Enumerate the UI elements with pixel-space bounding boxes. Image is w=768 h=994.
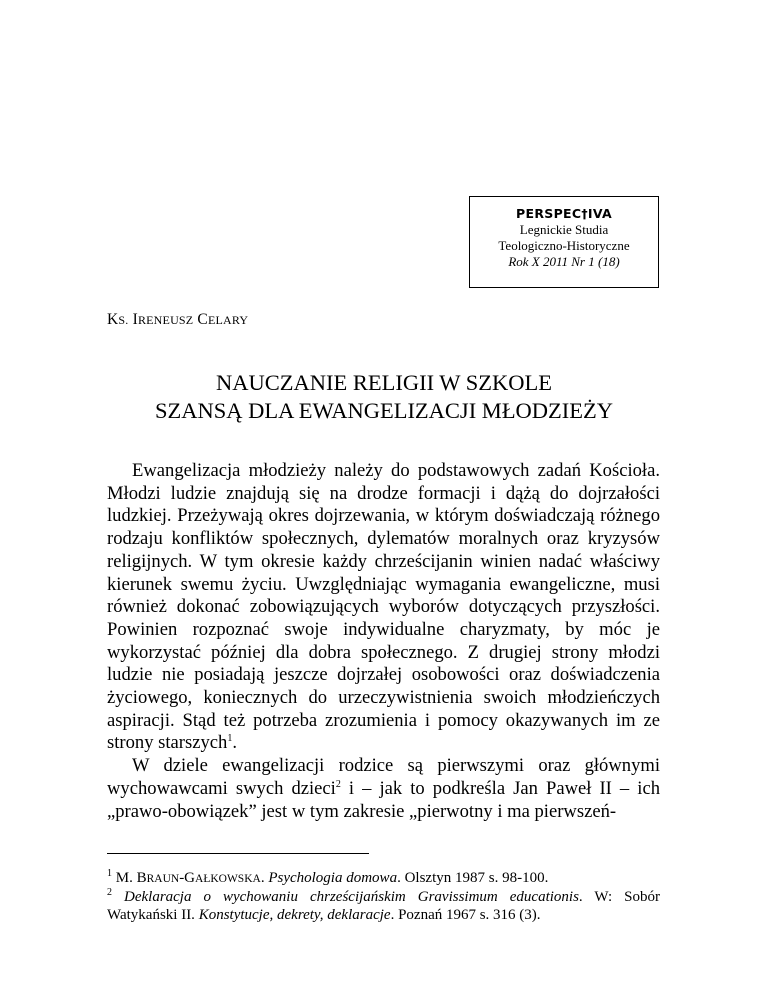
journal-issue: Rok X 2011 Nr 1 (18): [508, 254, 620, 269]
article-body: [107, 460, 660, 823]
article-title: [100, 369, 668, 425]
journal-subtitle-1: Legnickie Studia: [519, 222, 609, 237]
footnote-ref-1[interactable]: 1: [227, 733, 233, 745]
journal-subtitle-2: Teologiczno-Historyczne: [498, 238, 630, 253]
paragraph-2: W dziele ewangelizacji rodzice są pierwszymi oraz głównymi wychowawcami swych dzieci$^2$ i – jak to podkreśla Jan Paweł II – ich „prawo-obowiązek” jest w tym zakresie „pierwotny i ma pierwszeń-: [107, 755, 660, 822]
journal-title: PERSPEC†IVA: [516, 206, 612, 221]
footnote-1: $^1$ M. BRAUN-GAŁKOWSKA. Psychologia domowa. Olsztyn 1987 s. 98-100.: [107, 868, 549, 886]
footnotes: [107, 869, 660, 924]
article-title-line-1: NAUCZANIE RELIGII W SZKOLE: [216, 370, 552, 395]
footnote-separator: [107, 853, 369, 854]
footnote-ref-2[interactable]: 2: [335, 778, 341, 790]
journal-header-box: [469, 196, 659, 288]
article-title-line-2: SZANSĄ DLA EWANGELIZACJI MŁODZIEŻY: [154, 398, 614, 423]
author-name: KS. IRENEUSZ CELARY: [107, 311, 249, 328]
paragraph-1: Ewangelizacja młodzieży należy do podstawowych zadań Kościoła. Młodzi ludzie znajdują się na drodze formacji i dążą do dojrzałości ludzkiej. Przeżywają okres dojrzewania, w którym doświadczają różnego rodzaju konfliktów społecznych, dylematów moralnych oraz kryzysów religijnych. W tym okresie każdy chrześcijanin winien nadać właściwy kierunek swemu życiu. Uwzględniając wymagania ewangeliczne, musi również dokonać zobowiązujących wyborów dotyczących przyszłości. Powinien rozpoznać swoje indywidualne charyzmaty, by móc je wykorzystać później dla dobra społecznego. Z drugiej strony młodzi ludzie nie posiadają jeszcze dojrzałej osobowości oraz doświadczenia życiowego, koniecznych do urzeczywistnienia swoich młodzieńczych aspiracji. Stąd też potrzeba zrozumienia i pomocy okazywanych im ze strony starszych$^1$.: [107, 460, 660, 754]
footnote-2: $^2$ Deklaracja o wychowaniu chrześcijańskim Gravissimum educationis. W: Sobór Watykański II. Konstytucje, dekrety, deklaracje. Poznań 1967 s. 316 (3).: [107, 887, 660, 923]
